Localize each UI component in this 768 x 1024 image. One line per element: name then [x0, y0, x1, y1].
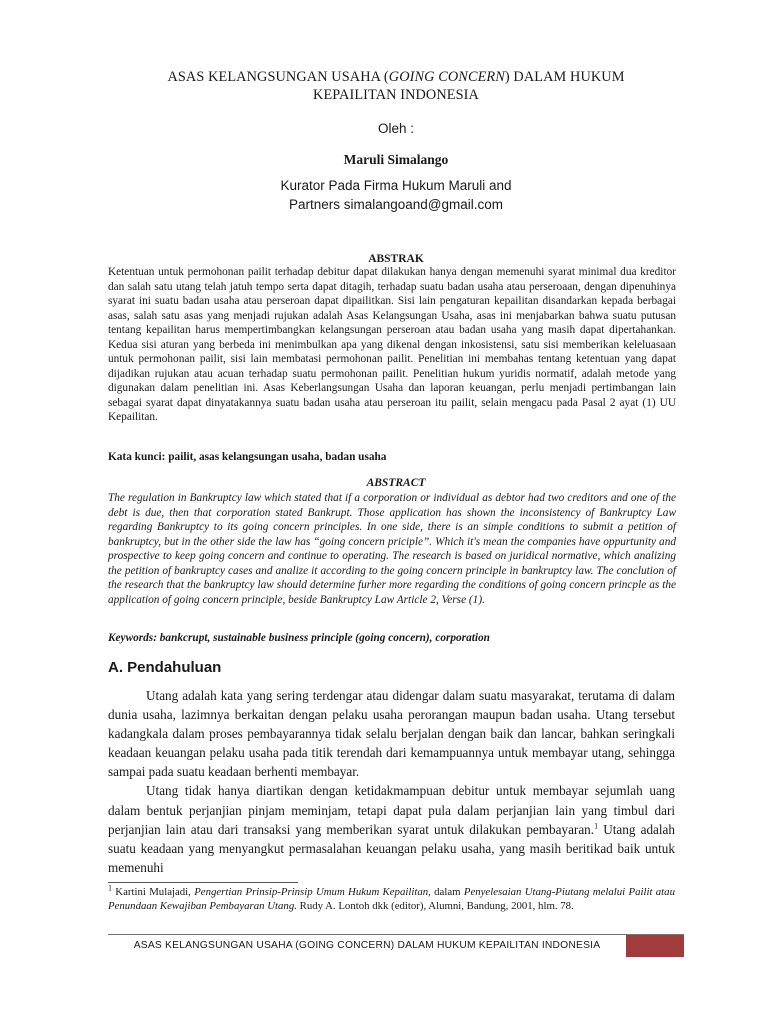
body-text [108, 686, 675, 877]
title-line-2: KEPAILITAN INDONESIA [313, 87, 479, 103]
running-footer-title: ASAS KELANGSUNGAN USAHA (GOING CONCERN) DALAM HUKUM KEPAILITAN INDONESIA [133, 940, 601, 951]
footnote [108, 885, 675, 913]
footer-divider [108, 934, 684, 935]
abstrak-keywords: Kata kunci: pailit, asas kelangsungan usaha, badan usaha [108, 451, 387, 463]
title-line-1 [108, 68, 684, 86]
paper-title [108, 68, 684, 104]
footnote-title: Pengertian Prinsip-Prinsip Umum Hukum Kepailitan, [194, 886, 431, 898]
footnote-mark: 1 [108, 883, 112, 893]
abstract-text: The regulation in Bankruptcy law which stated that if a corporation or individual as debtor had two creditors and one of the debt is due, then that corporation stated Bankrupt. Those application has shown the inconsistency of Bankruptcy Law regarding Bankruptcy to its going concern principles. In one side, there is an simple conditions to submit a petition of bankruptcy, but in the other side the law has “going concern priciple”. Which it's mean the companies have oppurtunity and prospective to keep going concern and continue to operating. The research is based on juridical normative, which analizing the petition of bankruptcy cases and analize it according to the going concern principle in bankruptcy law. The conclution of the research that the bankruptcy law should determine furher more regarding the conditions of going concern princple as the application of going concern principle, beside Bankruptcy Law Article 2, Verse (1). [108, 492, 676, 606]
title-part: ) DALAM HUKUM [504, 69, 625, 85]
abstract-keywords: Keywords: bankcrupt, sustainable business principle (going concern), corporation [108, 632, 490, 644]
abstrak-text: Ketentuan untuk permohonan pailit terhadap debitur dapat dilakukan hanya dengan memenuhi syarat minimal dua kreditor dan salah satu utang telah jatuh tempo serta dapat ditagih, terhadap suatu badan usaha atau perseroaan, dengan dipenuhinya syarat ini suatu badan usaha atau perseroan dapat dipailitkan. Sisi lain pengaturan kepailitan disandarkan kepada berbagai asas, salah satu asas yang menjadi rujukan adalah Asas Kelangsungan Usaha, asas ini menjabarkan bahwa suatu putusan tentang kepailitan harus mempertimbangkan kelangsungan perseroan atau badan usaha yang masih dapat dipertahankan. Kedua sisi aturan yang berbeda ini menimbulkan apa yang dikenal dengan inkosistensi, satu sisi memberikan keleluasaan untuk permohonan pailit, sisi lain membatasi permohonan pailit. Penelitian ini membahas tentang ketentuan yang dapat dijadikan rujukan atau acuan terhadap suatu permohonan pailit. Penelitian hukum yuridis normatif, adalah metode yang digunakan dalam penelitian ini. Asas Keberlangsungan Usaha dan laporan keuangan, perlu menjadi pertimbangan lain sebagai syarat dapat dinyatakannya suatu badan usaha atau perseroan itu pailit, selain mengacu pada Pasal 2 ayat (1) UU Kepailitan. [108, 266, 676, 423]
author-affiliation [108, 176, 684, 214]
footnote-book-title: Penyelesaian Utang-Piutang melalui Pailit atau Penundaan Kewajiban Pembayaran Utang. [108, 886, 675, 913]
title-part: ASAS KELANGSUNGAN USAHA ( [167, 69, 389, 85]
affiliation-line-1: Kurator Pada Firma Hukum Maruli and [280, 178, 512, 193]
footnote-reference: 1 [594, 821, 599, 831]
paragraph-2 [108, 781, 675, 876]
affiliation-line-2: Partners simalangoand@gmail.com [288, 197, 504, 212]
abstrak-heading: ABSTRAK [368, 253, 424, 265]
paragraph-2-part-a: Utang tidak hanya diartikan dengan ketidakmampuan debitur untuk membayar sejumlah uang dalam bentuk perjanjian pinjam meminjam, tetapi dapat pula dalam perjanjian lain yang timbul dari perjanjian lain atau dari transaksi yang memberikan syarat untuk dilakukan pembayaran. [108, 783, 675, 837]
abstract-heading: ABSTRACT [366, 477, 426, 489]
paragraph-1: Utang adalah kata yang sering terdengar atau didengar dalam suatu masyarakat, terutama di dalam dunia usaha, lazimnya berkaitan dengan pelaku usaha perorangan maupun badan usaha. Utang tersebut kadangkala dalam proses pembayarannya tidak selalu berjalan dengan baik dan lancar, bahkan seringkali keadaan keuangan pelaku usaha pada titik terendah dari kemampuannya untuk membayar utang, sehingga sampai pada suatu keadaan berhenti membayar. [108, 688, 675, 780]
by-label: Oleh : [377, 121, 415, 136]
title-italic-part: GOING CONCERN [388, 69, 505, 85]
author-name: Maruli Simalango [343, 152, 449, 167]
section-heading: A. Pendahuluan [108, 659, 222, 676]
page-number-box [626, 935, 684, 957]
footnote-connector: dalam [430, 886, 464, 898]
footnote-publication: Rudy A. Lontoh dkk (editor), Alumni, Bandung, 2001, hlm. 78. [296, 900, 574, 913]
paragraph-2-part-b: Utang adalah suatu keadaan yang menyangkut permasalahan keuangan pelaku usaha, yang masih beritikad baik untuk memenuhi [108, 821, 676, 875]
footnote-author: Kartini Mulajadi, [112, 886, 195, 898]
footnote-divider [108, 882, 298, 883]
